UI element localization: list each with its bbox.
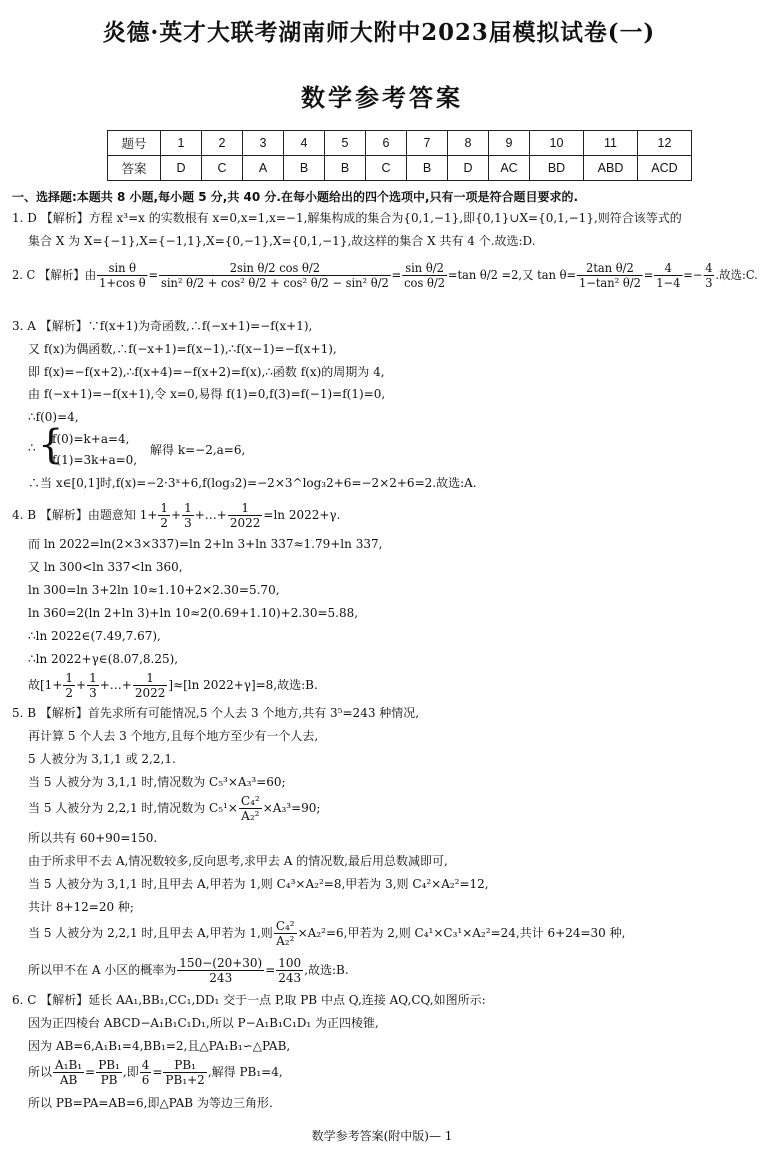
q2-line: 2. C 【解析】由 $\frac{\text{sin θ}}{\text{1+cos θ}}$ = $\frac{\text{2sin θ/2 cos θ/2}}{\text{sin² θ/2 + cos² θ/2 + cos² θ/2 − sin² θ/2}}$ = $\frac{\text{sin θ/2}}{\text{cos θ/2}}$ =tan θ/2 =2,又 tan θ= $\frac{\text{2tan θ/2}}{\text{1−tan² θ/2}}$ = $\frac{4}{1-4}$ =− $\frac{4}{3}$ .故选:C. <box>12 261 758 290</box>
fraction: $\frac{150-(20+30)}{243}$ <box>179 956 263 985</box>
fraction: $\frac{\text{C₄²}}{\text{A₂²}}$ <box>240 794 260 823</box>
answer-table <box>107 130 692 181</box>
q3-system-solution: 解得 k=−2,a=6, <box>150 443 246 457</box>
table-cell: C <box>366 156 407 181</box>
q4-line-6: ∴ln 2022∈(7.49,7.67), <box>28 629 161 643</box>
table-cell: BD <box>530 156 584 181</box>
q1-line-1: 1. D 【解析】方程 x³=x 的实数根有 x=0,x=1,x=−1,解集构成的集合为{0,1,−1},即{0,1}∪X={0,1,−1},则符合该等式的 <box>12 211 682 225</box>
q3-line-4: 由 f(−x+1)=−f(x+1),令 x=0,易得 f(1)=0,f(3)=f(−1)=f(1)=0, <box>28 387 386 401</box>
q2-lead: 2. C 【解析】由 <box>12 268 97 282</box>
table-cell: 4 <box>284 131 325 156</box>
q4-line-7: ∴ln 2022+γ∈(8.07,8.25), <box>28 652 179 666</box>
fraction: $\frac{\text{PB₁}}{PB}$ <box>98 1058 120 1087</box>
table-cell: 5 <box>325 131 366 156</box>
fraction: $\frac{\text{sin θ/2}}{\text{cos θ/2}}$ <box>404 261 445 290</box>
table-cell: A <box>243 156 284 181</box>
q5-line-6: 所以共有 60+90=150. <box>28 831 158 845</box>
q5-line-3: 5 人被分为 3,1,1 或 2,2,1. <box>28 752 176 766</box>
fraction: $\frac{4}{6}$ <box>141 1058 150 1087</box>
fraction: $\frac{\text{2tan θ/2}}{\text{1−tan² θ/2}}$ <box>578 261 641 290</box>
q3-line-1: 3. A 【解析】∵f(x+1)为奇函数,∴f(−x+1)=−f(x+1), <box>12 319 313 333</box>
table-cell: 11 <box>584 131 638 156</box>
q3-line-6: ∴当 x∈[0,1]时,f(x)=−2·3ˣ+6,f(log₃2)=−2×3^log₃2+6=−2×2+6=2.故选:A. <box>28 476 477 490</box>
fraction: $\frac{1}{2}$ <box>160 501 169 530</box>
q4-line-4: ln 300=ln 3+2ln 10≈1.10+2×2.30=5.70, <box>28 583 280 597</box>
section-heading: 一、选择题:本题共 8 小题,每小题 5 分,共 40 分.在每小题给出的四个选项中,只有一项是符合题目要求的. <box>12 190 579 204</box>
q5-line-7: 由于所求甲不去 A,情况数较多,反向思考,求甲去 A 的情况数,最后用总数减即可, <box>28 854 448 868</box>
q3-system-2: f(1)=3k+a=0, <box>52 453 138 467</box>
table-cell: 题号 <box>108 131 161 156</box>
q3-line-3: 即 f(x)=−f(x+2),∴f(x+4)=−f(x+2)=f(x),∴函数 f(x)的周期为 4, <box>28 365 385 379</box>
q6-line-1: 6. C 【解析】延长 AA₁,BB₁,CC₁,DD₁ 交于一点 P,取 PB 中点 Q,连接 AQ,CQ,如图所示: <box>12 993 486 1007</box>
table-cell: 7 <box>407 131 448 156</box>
fraction: $\frac{4}{1-4}$ <box>656 261 681 290</box>
q3-line-5: ∴f(0)=4, <box>28 410 79 424</box>
q4-line-1: 4. B 【解析】由题意知 1+ $\frac{1}{2}$ + $\frac{1}{3}$ +…+ $\frac{1}{2022}$ =ln 2022+γ. <box>12 501 341 530</box>
fraction: $\frac{1}{3}$ <box>89 671 97 700</box>
table-cell: D <box>448 156 489 181</box>
table-cell: 2 <box>202 131 243 156</box>
table-cell: 10 <box>530 131 584 156</box>
q5-line-9: 共计 8+12=20 种; <box>28 900 134 914</box>
q5-line-1: 5. B 【解析】首先求所有可能情况,5 个人去 3 个地方,共有 3⁵=243 种情况, <box>12 706 420 720</box>
q5-line-10: 当 5 人被分为 2,2,1 时,且甲去 A,甲若为 1,则 $\frac{\text{C₄²}}{\text{A₂²}}$ ×A₂²=6,甲若为 2,则 C₄¹×C₃¹×A₂²=24,共计 6+24=30 种, <box>28 919 626 948</box>
table-cell: 9 <box>489 131 530 156</box>
q5-line-4: 当 5 人被分为 3,1,1 时,情况数为 C₅³×A₃³=60; <box>28 775 286 789</box>
table-cell: B <box>284 156 325 181</box>
fraction: $\frac{1}{2022}$ <box>134 671 166 700</box>
fraction: $\frac{\text{sin θ}}{\text{1+cos θ}}$ <box>99 261 146 290</box>
table-cell: AC <box>489 156 530 181</box>
table-cell: 6 <box>366 131 407 156</box>
q3-line-2: 又 f(x)为偶函数,∴f(−x+1)=f(x−1),∴f(x−1)=−f(x+1), <box>28 342 337 356</box>
fraction: $\frac{1}{2022}$ <box>229 501 261 530</box>
fraction: $\frac{\text{C₄²}}{\text{A₂²}}$ <box>275 919 295 948</box>
table-row <box>108 131 692 156</box>
exam-title: 炎德·英才大联考湖南师大附中2023届模拟试卷(一) <box>102 19 656 46</box>
q4-line-5: ln 360=2(ln 2+ln 3)+ln 10≈2(0.69+1.10)+2.30=5.88, <box>28 606 359 620</box>
q4-line-8: 故[1+ $\frac{1}{2}$ + $\frac{1}{3}$ +…+ $\frac{1}{2022}$ ]≈[ln 2022+γ]=8,故选:B. <box>28 671 318 700</box>
fraction: $\frac{1}{3}$ <box>184 501 192 530</box>
q6-line-2: 因为正四棱台 ABCD−A₁B₁C₁D₁,所以 P−A₁B₁C₁D₁ 为正四棱锥, <box>28 1016 379 1030</box>
q4-line-3: 又 ln 300<ln 337<ln 360, <box>28 560 183 574</box>
table-cell: ABD <box>584 156 638 181</box>
table-row <box>108 156 692 181</box>
q1-line-2: 集合 X 为 X={−1},X={−1,1},X={0,−1},X={0,1,−1},故这样的集合 X 共有 4 个.故选:D. <box>28 234 536 248</box>
fraction: $\frac{1}{2}$ <box>65 671 74 700</box>
page-footer: 数学参考答案(附中版)— 1 <box>311 1129 453 1143</box>
table-cell: 答案 <box>108 156 161 181</box>
q5-line-5: 当 5 人被分为 2,2,1 时,情况数为 C₅¹× $\frac{\text{C₄²}}{\text{A₂²}}$ ×A₃³=90; <box>28 794 321 823</box>
table-cell: ACD <box>638 156 692 181</box>
q5-line-8: 当 5 人被分为 3,1,1 时,且甲去 A,甲若为 1,则 C₄³×A₂²=8,甲若为 3,则 C₄²×A₂²=12, <box>28 877 489 891</box>
therefore-icon: ∴ <box>28 441 36 455</box>
table-cell: B <box>325 156 366 181</box>
q3-system-1: f(0)=k+a=4, <box>52 432 130 446</box>
brace-icon: { <box>38 422 64 468</box>
page-title: 数学参考答案 <box>301 84 463 112</box>
q5-line-11: 所以甲不在 A 小区的概率为 $\frac{150-(20+30)}{243}$ = $\frac{100}{243}$ ,故选:B. <box>28 956 349 985</box>
fraction: $\frac{\text{PB₁}}{\text{PB₁+2}}$ <box>165 1058 205 1087</box>
table-cell: D <box>161 156 202 181</box>
table-cell: 1 <box>161 131 202 156</box>
table-cell: B <box>407 156 448 181</box>
q6-line-3: 因为 AB=6,A₁B₁=4,BB₁=2,且△PA₁B₁∽△PAB, <box>28 1039 291 1053</box>
table-cell: 3 <box>243 131 284 156</box>
q4-line-2: 而 ln 2022=ln(2×3×337)=ln 2+ln 3+ln 337≈1.79+ln 337, <box>28 537 383 551</box>
table-cell: 12 <box>638 131 692 156</box>
fraction: $\frac{4}{3}$ <box>705 261 713 290</box>
q6-line-4: 所以 $\frac{\text{A₁B₁}}{AB}$ = $\frac{\text{PB₁}}{PB}$ ,即 $\frac{4}{6}$ = $\frac{\text{PB₁}}{\text{PB₁+2}}$ ,解得 PB₁=4, <box>28 1058 283 1087</box>
table-cell: 8 <box>448 131 489 156</box>
q6-line-5: 所以 PB=PA=AB=6,即△PAB 为等边三角形. <box>28 1096 273 1110</box>
fraction: $\frac{\text{A₁B₁}}{AB}$ <box>55 1058 83 1087</box>
fraction: $\frac{100}{243}$ <box>278 956 302 985</box>
fraction: $\frac{\text{2sin θ/2 cos θ/2}}{\text{sin² θ/2 + cos² θ/2 + cos² θ/2 − sin² θ/2}}$ <box>160 261 389 290</box>
table-cell: C <box>202 156 243 181</box>
q5-line-2: 再计算 5 个人去 3 个地方,且每个地方至少有一个人去, <box>28 729 319 743</box>
